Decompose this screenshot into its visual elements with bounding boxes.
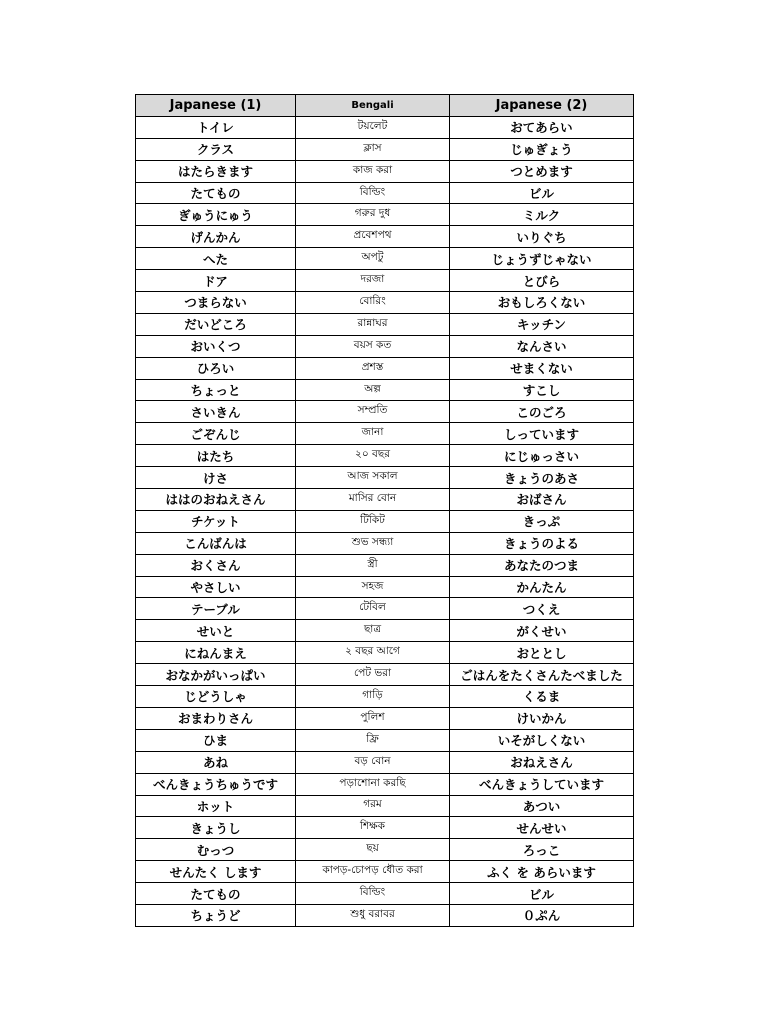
table-body [136, 116, 634, 926]
cell-japanese-1: けさ [136, 467, 296, 489]
cell-japanese-1: こんばんは [136, 532, 296, 554]
cell-japanese-2: せんせい [450, 817, 634, 839]
cell-japanese-1: はたち [136, 445, 296, 467]
cell-japanese-2: つくえ [450, 598, 634, 620]
cell-japanese-2: けいかん [450, 707, 634, 729]
cell-japanese-1: せいと [136, 620, 296, 642]
cell-japanese-2: おてあらい [450, 116, 634, 138]
cell-bengali: বোরিং [296, 292, 450, 314]
cell-japanese-2: ビル [450, 182, 634, 204]
cell-bengali: দরজা [296, 270, 450, 292]
table-row [136, 554, 634, 576]
vocabulary-sheet [135, 94, 633, 927]
cell-japanese-2: おととし [450, 642, 634, 664]
cell-bengali: প্রবেশপথ [296, 226, 450, 248]
cell-bengali: ছাত্র [296, 620, 450, 642]
cell-japanese-2: にじゅっさい [450, 445, 634, 467]
table-row [136, 270, 634, 292]
cell-bengali: ফ্রি [296, 729, 450, 751]
table-row [136, 729, 634, 751]
cell-japanese-2: ろっこ [450, 839, 634, 861]
table-row [136, 620, 634, 642]
table-row [136, 707, 634, 729]
cell-japanese-1: むっつ [136, 839, 296, 861]
cell-bengali: শুধু বরাবর [296, 904, 450, 926]
cell-japanese-1: ひま [136, 729, 296, 751]
cell-japanese-2: なんさい [450, 335, 634, 357]
header-japanese-2: Japanese (2) [450, 95, 634, 117]
table-row [136, 335, 634, 357]
cell-japanese-1: トイレ [136, 116, 296, 138]
cell-bengali: বয়স কত [296, 335, 450, 357]
cell-bengali: গরম [296, 795, 450, 817]
table-row [136, 861, 634, 883]
cell-bengali: কাপড়-চোপড় ধৌত করা [296, 861, 450, 883]
cell-japanese-1: テーブル [136, 598, 296, 620]
cell-japanese-2: ふく を あらいます [450, 861, 634, 883]
cell-japanese-2: ミルク [450, 204, 634, 226]
table-row [136, 532, 634, 554]
cell-japanese-1: たてもの [136, 883, 296, 905]
cell-japanese-1: へた [136, 248, 296, 270]
table-row [136, 904, 634, 926]
cell-japanese-2: いりぐち [450, 226, 634, 248]
table-row [136, 489, 634, 511]
table-row [136, 751, 634, 773]
cell-japanese-2: おばさん [450, 489, 634, 511]
cell-bengali: বিল্ডিং [296, 182, 450, 204]
cell-bengali: টয়লেট [296, 116, 450, 138]
cell-japanese-2: おねえさん [450, 751, 634, 773]
table-row [136, 138, 634, 160]
cell-japanese-1: チケット [136, 510, 296, 532]
header-row [136, 95, 634, 117]
cell-bengali: সম্প্রতি [296, 401, 450, 423]
cell-japanese-1: せんたく します [136, 861, 296, 883]
table-row [136, 642, 634, 664]
cell-bengali: কাজ করা [296, 160, 450, 182]
cell-japanese-1: じどうしゃ [136, 686, 296, 708]
cell-japanese-1: はたらきます [136, 160, 296, 182]
table-row [136, 598, 634, 620]
cell-japanese-2: きょうのよる [450, 532, 634, 554]
cell-bengali: বড় বোন [296, 751, 450, 773]
cell-japanese-2: ０ぷん [450, 904, 634, 926]
table-row [136, 423, 634, 445]
cell-japanese-1: ホット [136, 795, 296, 817]
cell-japanese-1: おくさん [136, 554, 296, 576]
cell-japanese-1: ぎゅうにゅう [136, 204, 296, 226]
cell-japanese-2: しっています [450, 423, 634, 445]
cell-bengali: টিকিট [296, 510, 450, 532]
cell-japanese-1: ちょうど [136, 904, 296, 926]
table-row [136, 357, 634, 379]
cell-bengali: পড়াশোনা করছি [296, 773, 450, 795]
cell-bengali: পুলিশ [296, 707, 450, 729]
cell-bengali: জানা [296, 423, 450, 445]
cell-japanese-2: すこし [450, 379, 634, 401]
table-row [136, 292, 634, 314]
cell-bengali: রান্নাঘর [296, 313, 450, 335]
cell-japanese-2: きょうのあさ [450, 467, 634, 489]
cell-japanese-2: ごはんをたくさんたべました [450, 664, 634, 686]
table-row [136, 116, 634, 138]
cell-bengali: টেবিল [296, 598, 450, 620]
cell-bengali: ২০ বছর [296, 445, 450, 467]
cell-japanese-2: おもしろくない [450, 292, 634, 314]
cell-japanese-2: つとめます [450, 160, 634, 182]
cell-japanese-2: ビル [450, 883, 634, 905]
table-row [136, 839, 634, 861]
table-row [136, 379, 634, 401]
cell-bengali: অল্প [296, 379, 450, 401]
cell-japanese-1: だいどころ [136, 313, 296, 335]
cell-bengali: বিল্ডিং [296, 883, 450, 905]
cell-bengali: অপটু [296, 248, 450, 270]
cell-japanese-1: ドア [136, 270, 296, 292]
cell-japanese-1: べんきょうちゅうです [136, 773, 296, 795]
table-row [136, 883, 634, 905]
cell-japanese-2: キッチン [450, 313, 634, 335]
cell-bengali: গরুর দুধ [296, 204, 450, 226]
cell-bengali: প্রশস্ত [296, 357, 450, 379]
table-row [136, 664, 634, 686]
cell-japanese-1: ひろい [136, 357, 296, 379]
cell-japanese-2: あつい [450, 795, 634, 817]
table-row [136, 445, 634, 467]
table-row [136, 401, 634, 423]
cell-japanese-1: ははのおねえさん [136, 489, 296, 511]
cell-japanese-1: さいきん [136, 401, 296, 423]
cell-bengali: গাড়ি [296, 686, 450, 708]
cell-japanese-2: がくせい [450, 620, 634, 642]
table-row [136, 313, 634, 335]
table-row [136, 795, 634, 817]
cell-japanese-1: ごぞんじ [136, 423, 296, 445]
table-row [136, 510, 634, 532]
cell-bengali: আজ সকাল [296, 467, 450, 489]
cell-japanese-1: おなかがいっぱい [136, 664, 296, 686]
cell-japanese-2: せまくない [450, 357, 634, 379]
table-row [136, 576, 634, 598]
cell-bengali: পেট ভরা [296, 664, 450, 686]
vocabulary-table [135, 94, 634, 927]
table-row [136, 773, 634, 795]
cell-japanese-1: たてもの [136, 182, 296, 204]
cell-bengali: শুভ সন্ধ্যা [296, 532, 450, 554]
table-row [136, 204, 634, 226]
cell-bengali: সহজ [296, 576, 450, 598]
cell-japanese-1: おまわりさん [136, 707, 296, 729]
cell-japanese-2: いそがしくない [450, 729, 634, 751]
table-row [136, 160, 634, 182]
cell-japanese-2: とびら [450, 270, 634, 292]
cell-bengali: শিক্ষক [296, 817, 450, 839]
cell-japanese-1: にねんまえ [136, 642, 296, 664]
header-japanese-1: Japanese (1) [136, 95, 296, 117]
cell-japanese-2: きっぷ [450, 510, 634, 532]
cell-japanese-2: あなたのつま [450, 554, 634, 576]
cell-bengali: মাসির বোন [296, 489, 450, 511]
header-bengali: Bengali [296, 95, 450, 117]
table-row [136, 686, 634, 708]
cell-japanese-2: べんきょうしています [450, 773, 634, 795]
table-row [136, 467, 634, 489]
cell-japanese-1: あね [136, 751, 296, 773]
cell-japanese-1: やさしい [136, 576, 296, 598]
table-row [136, 817, 634, 839]
cell-japanese-2: くるま [450, 686, 634, 708]
cell-japanese-2: じょうずじゃない [450, 248, 634, 270]
cell-japanese-2: じゅぎょう [450, 138, 634, 160]
table-row [136, 226, 634, 248]
cell-bengali: ছয় [296, 839, 450, 861]
table-row [136, 248, 634, 270]
cell-japanese-2: このごろ [450, 401, 634, 423]
cell-japanese-2: かんたん [450, 576, 634, 598]
table-row [136, 182, 634, 204]
cell-japanese-1: きょうし [136, 817, 296, 839]
cell-bengali: ক্লাস [296, 138, 450, 160]
cell-japanese-1: ちょっと [136, 379, 296, 401]
cell-bengali: ২ বছর আগে [296, 642, 450, 664]
cell-japanese-1: おいくつ [136, 335, 296, 357]
cell-japanese-1: つまらない [136, 292, 296, 314]
cell-japanese-1: げんかん [136, 226, 296, 248]
cell-japanese-1: クラス [136, 138, 296, 160]
cell-bengali: স্ত্রী [296, 554, 450, 576]
